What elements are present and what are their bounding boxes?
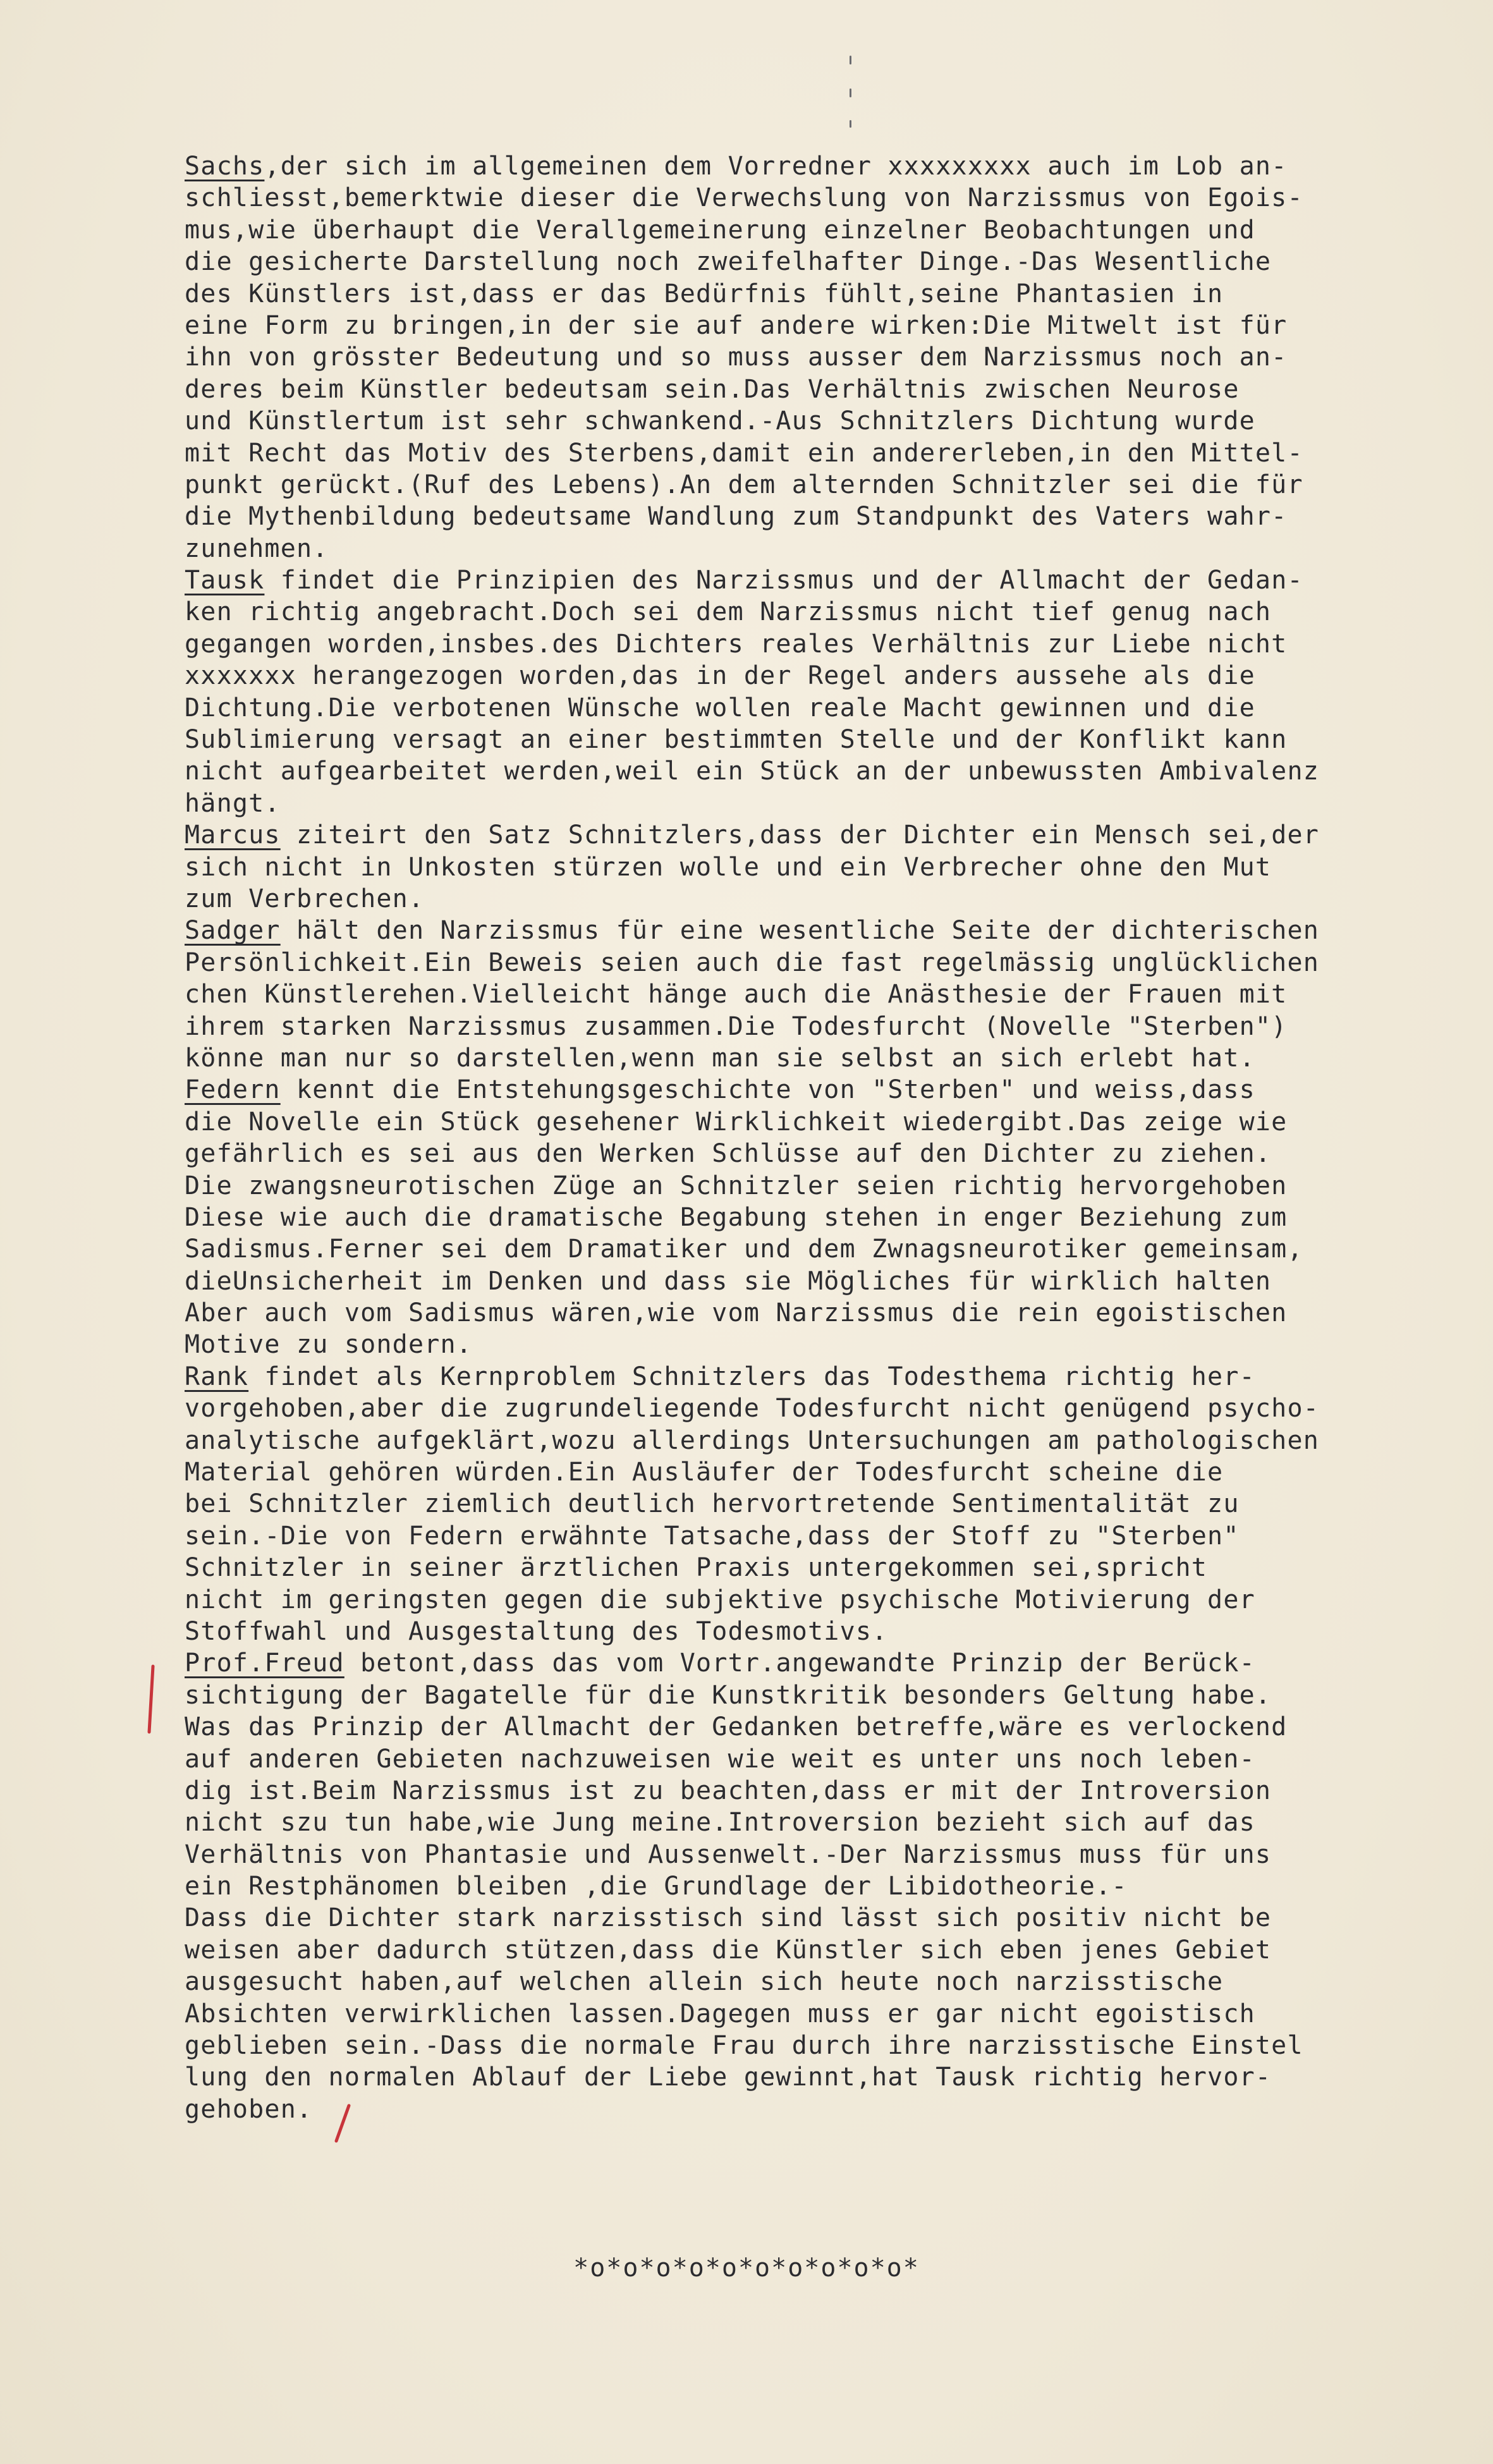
line-text: mit Recht das Motiv des Sterbens,damit ein andererleben,in den Mittel-	[185, 438, 1303, 468]
text-line	[185, 819, 1487, 851]
red-margin-mark-icon	[142, 1662, 161, 1738]
text-line	[185, 1552, 1487, 1583]
speaker-name: Sadger	[185, 916, 281, 946]
line-text: betont,dass das vom Vortr.angewandte Prinzip der Berück-	[344, 1649, 1255, 1678]
text-line	[185, 1934, 1487, 1966]
text-line	[185, 1329, 1487, 1360]
line-text: Diese wie auch die dramatische Begabung stehen in enger Beziehung zum	[185, 1202, 1288, 1232]
paragraph	[185, 1074, 1487, 1361]
line-text: bei Schnitzler ziemlich deutlich hervortretende Sentimentalität zu	[185, 1489, 1240, 1519]
text-line	[185, 1170, 1487, 1202]
text-line	[185, 1998, 1487, 2030]
line-text: ziteirt den Satz Schnitzlers,dass der Dichter ein Mensch sei,der	[280, 820, 1320, 850]
speaker-name: Marcus	[185, 820, 281, 850]
line-text: hält den Narzissmus für eine wesentliche Seite der dichterischen	[280, 916, 1320, 946]
line-text: und Künstlertum ist sehr schwankend.-Aus Schnitzlers Dichtung wurde	[185, 406, 1255, 436]
speaker-name: Tausk	[185, 566, 265, 595]
text-line	[185, 596, 1487, 628]
speaker-name: Rank	[185, 1362, 249, 1391]
text-line	[185, 1393, 1487, 1424]
text-line	[185, 1743, 1487, 1775]
line-text: Persönlichkeit.Ein Beweis seien auch die fast regelmässig unglücklichen	[185, 948, 1320, 977]
paragraph	[185, 150, 1487, 564]
line-text: lung den normalen Ablauf der Liebe gewinnt,hat Tausk richtig hervor-	[185, 2063, 1272, 2092]
pencil-tick-mark	[850, 88, 851, 97]
text-line	[185, 1966, 1487, 1997]
line-text: geblieben sein.-Dass die normale Frau durch ihre narzisstische Einstel	[185, 2031, 1303, 2061]
line-text: gehoben.	[185, 2094, 313, 2124]
line-text: vorgehoben,aber die zugrundeliegende Todesfurcht nicht genügend psycho-	[185, 1394, 1320, 1424]
text-line	[185, 1775, 1487, 1807]
line-text: sich nicht in Unkosten stürzen wolle und ein Verbrecher ohne den Mut	[185, 852, 1272, 882]
text-line	[185, 278, 1487, 310]
text-line	[185, 1266, 1487, 1297]
line-text: die gesicherte Darstellung noch zweifelhafter Dinge.-Das Wesentliche	[185, 247, 1272, 277]
line-text: Dichtung.Die verbotenen Wünsche wollen reale Macht gewinnen und die	[185, 693, 1255, 723]
line-text: könne man nur so darstellen,wenn man sie selbst an sich erlebt hat.	[185, 1043, 1255, 1073]
text-line	[185, 1807, 1487, 1838]
typescript-text	[185, 150, 1487, 2125]
text-line	[185, 1233, 1487, 1265]
text-line	[185, 533, 1487, 564]
paragraph	[185, 564, 1487, 819]
line-text: hängt.	[185, 788, 281, 818]
text-line	[185, 150, 1487, 182]
text-line	[185, 1138, 1487, 1169]
line-text: zunehmen.	[185, 534, 329, 563]
line-text: Was das Prinzip der Allmacht der Gedanken betreffe,wäre es verlockend	[185, 1712, 1288, 1742]
text-line	[185, 214, 1487, 246]
text-line	[185, 564, 1487, 596]
line-text: Motive zu sondern.	[185, 1330, 473, 1360]
line-text: Material gehören würden.Ein Ausläufer der Todesfurcht scheine die	[185, 1458, 1224, 1487]
line-text: mus,wie überhaupt die Verallgemeinerung einzelner Beobachtungen und	[185, 215, 1255, 245]
line-text: ausgesucht haben,auf welchen allein sich heute noch narzisstische	[185, 1967, 1224, 1997]
text-line	[185, 979, 1487, 1010]
separator-line: *o*o*o*o*o*o*o*o*o*o*	[573, 2254, 920, 2283]
text-line	[185, 628, 1487, 660]
text-line	[185, 755, 1487, 787]
text-line	[185, 405, 1487, 437]
text-line	[185, 1202, 1487, 1233]
text-line	[185, 1647, 1487, 1679]
text-line	[185, 1074, 1487, 1106]
line-text: des Künstlers ist,dass er das Bedürfnis fühlt,seine Phantasien in	[185, 279, 1224, 308]
line-text: Dass die Dichter stark narzisstisch sind lässt sich positiv nicht be	[185, 1903, 1272, 1933]
text-line	[185, 1680, 1487, 1711]
text-line	[185, 469, 1487, 501]
text-line	[185, 2061, 1487, 2093]
line-text: findet die Prinzipien des Narzissmus und der Allmacht der Gedan-	[264, 566, 1303, 595]
text-line	[185, 1839, 1487, 1870]
text-line	[185, 724, 1487, 755]
paragraph	[185, 1647, 1487, 2125]
text-line	[185, 1011, 1487, 1042]
line-text: chen Künstlerehen.Vielleicht hänge auch die Anästhesie der Frauen mit	[185, 980, 1288, 1009]
text-line	[185, 883, 1487, 915]
line-text: analytische aufgeklärt,wozu allerdings Untersuchungen am pathologischen	[185, 1425, 1320, 1455]
speaker-name: Prof.Freud	[185, 1649, 344, 1678]
line-text: xxxxxxx herangezogen worden,das in der Regel anders aussehe als die	[185, 661, 1255, 691]
line-text: schliesst,bemerktwie dieser die Verwechslung von Narzissmus von Egois-	[185, 183, 1303, 213]
line-text: weisen aber dadurch stützen,dass die Künstler sich eben jenes Gebiet	[185, 1935, 1272, 1965]
line-text: nicht aufgearbeitet werden,weil ein Stück an der unbewussten Ambivalenz	[185, 757, 1320, 786]
line-text: Absichten verwirklichen lassen.Dagegen muss er gar nicht egoistisch	[185, 1999, 1255, 2028]
text-line	[185, 1902, 1487, 1934]
line-text: kennt die Entstehungsgeschichte von "Sterben" und weiss,dass	[280, 1075, 1255, 1105]
text-line	[185, 788, 1487, 819]
line-text: nicht szu tun habe,wie Jung meine.Introversion bezieht sich auf das	[185, 1808, 1255, 1838]
pencil-tick-mark	[850, 56, 851, 64]
line-text: auf anderen Gebieten nachzuweisen wie weit es unter uns noch leben-	[185, 1744, 1255, 1774]
line-text: die Novelle ein Stück gesehener Wirklichkeit wiedergibt.Das zeige wie	[185, 1107, 1288, 1137]
text-line	[185, 851, 1487, 883]
text-line	[185, 1456, 1487, 1488]
speaker-name: Sachs	[185, 152, 265, 181]
text-line	[185, 1361, 1487, 1393]
line-text: die Mythenbildung bedeutsame Wandlung zum Standpunkt des Vaters wahr-	[185, 502, 1288, 532]
text-line	[185, 692, 1487, 724]
line-text: gefährlich es sei aus den Werken Schlüsse auf den Dichter zu ziehen.	[185, 1139, 1272, 1169]
line-text: Stoffwahl und Ausgestaltung des Todesmotivs.	[185, 1616, 888, 1646]
line-text: Schnitzler in seiner ärztlichen Praxis untergekommen sei,spricht	[185, 1553, 1208, 1583]
line-text: sein.-Die von Federn erwähnte Tatsache,dass der Stoff zu "Sterben"	[185, 1521, 1240, 1551]
paragraph	[185, 915, 1487, 1074]
text-line	[185, 660, 1487, 692]
line-text: dig ist.Beim Narzissmus ist zu beachten,dass er mit der Introversion	[185, 1776, 1272, 1805]
text-line	[185, 1425, 1487, 1456]
line-text: punkt gerückt.(Ruf des Lebens).An dem alternden Schnitzler sei die für	[185, 470, 1303, 499]
text-line	[185, 246, 1487, 278]
line-text: Verhältnis von Phantasie und Aussenwelt.-Der Narzissmus muss für uns	[185, 1839, 1272, 1869]
paragraph	[185, 819, 1487, 915]
paragraph	[185, 1361, 1487, 1648]
speaker-name: Federn	[185, 1075, 281, 1105]
text-line	[185, 1870, 1487, 1902]
line-text: ken richtig angebracht.Doch sei dem Narzissmus nicht tief genug nach	[185, 597, 1272, 627]
text-line	[185, 1520, 1487, 1552]
line-text: findet als Kernproblem Schnitzlers das Todesthema richtig her-	[248, 1362, 1255, 1391]
text-line	[185, 1616, 1487, 1647]
line-text: sichtigung der Bagatelle für die Kunstkritik besonders Geltung habe.	[185, 1680, 1272, 1710]
line-text: Sublimierung versagt an einer bestimmten Stelle und der Konflikt kann	[185, 725, 1288, 755]
text-line	[185, 1711, 1487, 1743]
text-line	[185, 341, 1487, 373]
line-text: dieUnsicherheit im Denken und dass sie Mögliches für wirklich halten	[185, 1266, 1272, 1296]
text-line	[185, 310, 1487, 341]
line-text: ihn von grösster Bedeutung und so muss ausser dem Narzissmus noch an-	[185, 343, 1288, 372]
pencil-tick-mark	[850, 120, 851, 128]
line-text: eine Form zu bringen,in der sie auf andere wirken:Die Mitwelt ist für	[185, 310, 1288, 340]
text-line	[185, 1106, 1487, 1138]
text-line	[185, 915, 1487, 946]
text-line	[185, 1297, 1487, 1329]
text-line	[185, 1488, 1487, 1520]
line-text: Die zwangsneurotischen Züge an Schnitzler seien richtig hervorgehoben	[185, 1171, 1288, 1200]
text-line	[185, 1042, 1487, 1074]
line-text: ihrem starken Narzissmus zusammen.Die Todesfurcht (Novelle "Sterben")	[185, 1011, 1288, 1041]
text-line	[185, 2094, 1487, 2125]
text-line	[185, 182, 1487, 214]
line-text: gegangen worden,insbes.des Dichters reales Verhältnis zur Liebe nicht	[185, 629, 1288, 659]
line-text: Sadismus.Ferner sei dem Dramatiker und dem Zwnagsneurotiker gemeinsam,	[185, 1235, 1303, 1264]
line-text: nicht im geringsten gegen die subjektive psychische Motivierung der	[185, 1585, 1255, 1614]
text-line	[185, 1584, 1487, 1616]
line-text: deres beim Künstler bedeutsam sein.Das Verhältnis zwischen Neurose	[185, 374, 1240, 404]
line-text: ein Restphänomen bleiben ,die Grundlage der Libidotheorie.-	[185, 1872, 1128, 1901]
text-line	[185, 374, 1487, 405]
line-text: zum Verbrechen.	[185, 884, 425, 913]
line-text: Aber auch vom Sadismus wären,wie vom Narzissmus die rein egoistischen	[185, 1298, 1288, 1328]
text-line	[185, 947, 1487, 979]
line-text: ,der sich im allgemeinen dem Vorredner xxxxxxxxx auch im Lob an-	[264, 152, 1288, 181]
text-line	[185, 501, 1487, 532]
text-line	[185, 2030, 1487, 2061]
text-line	[185, 437, 1487, 469]
